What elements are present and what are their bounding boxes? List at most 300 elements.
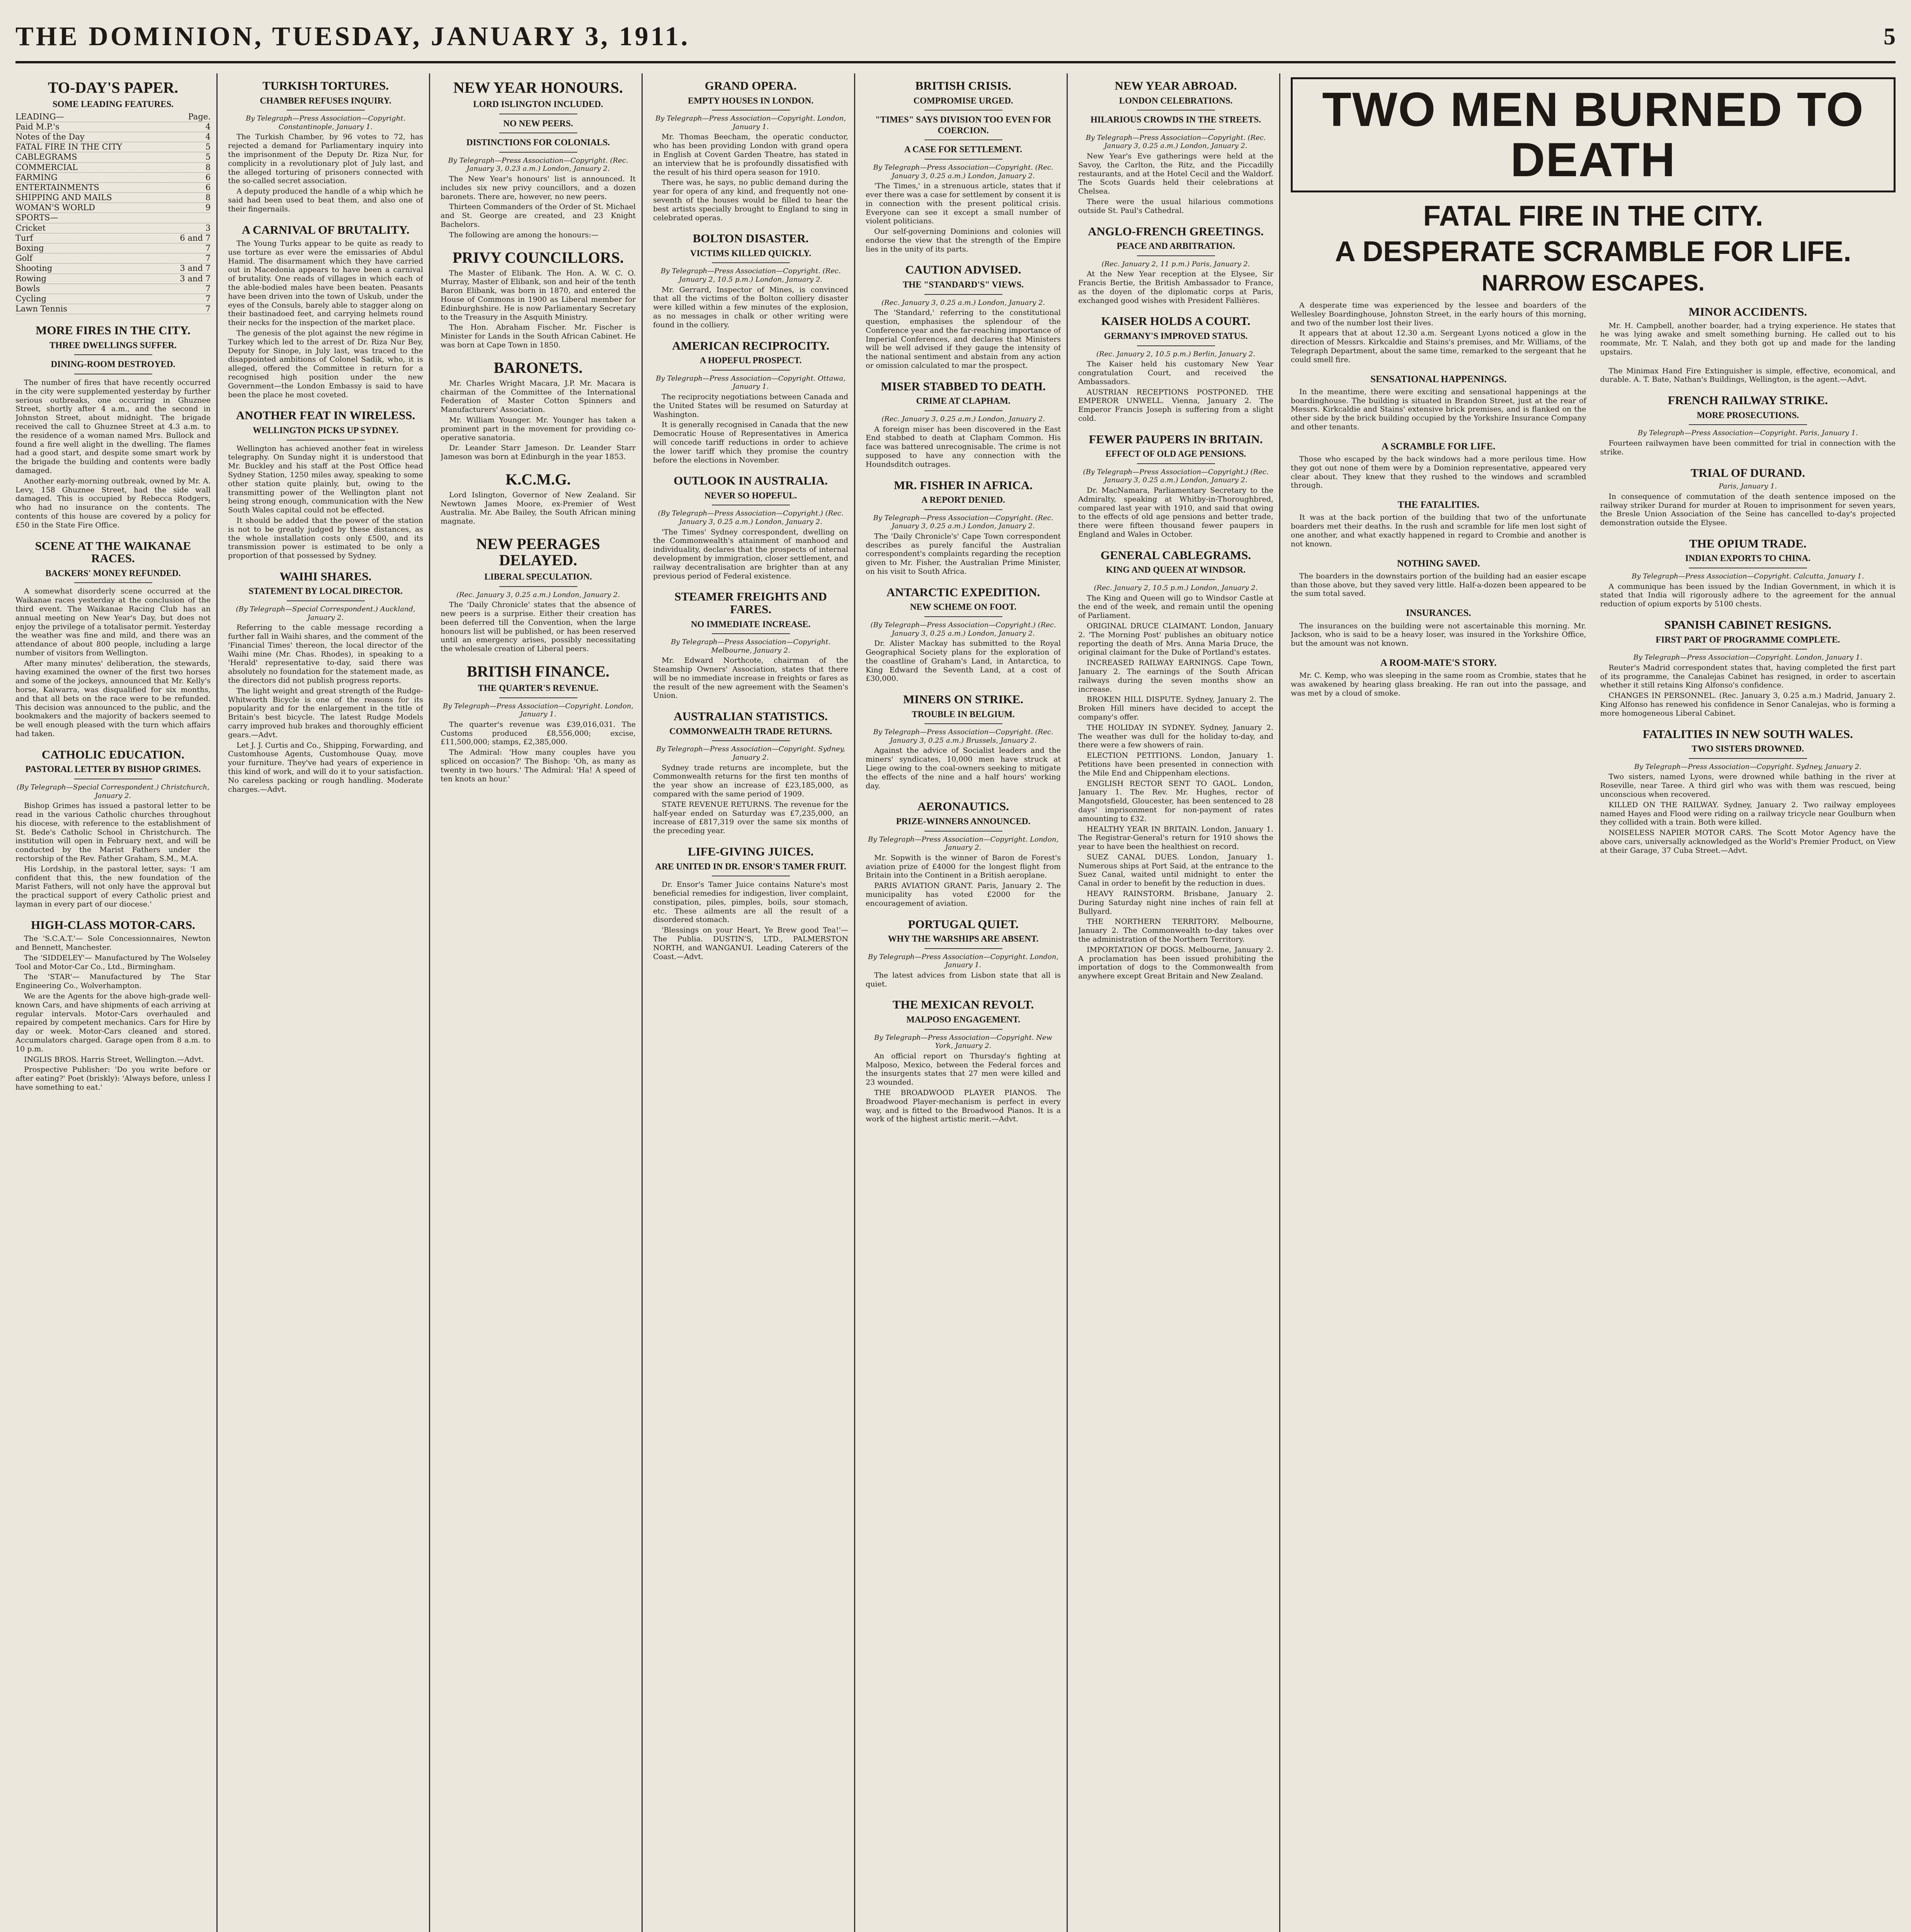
story-paragraph: CHANGES IN PERSONNEL. (Rec. January 3, 0.25 a.m.) Madrid, January 2. King Alfonso has renewed his confidence in Senor Canalejas, who is forming a more homogeneous Liberal Cabinet. xyxy=(1600,691,1896,718)
story-paragraph: The number of fires that have recently occurred in the city were supplemented yesterday by further serious outbreaks, one occurring in Ghuznee Street, shortly after 4 a.m., and the second in Johnston Street, about midnight. The brigade received the call to Ghuznee Street at 4.3 a.m. to the residence of a woman named Mrs. Bullock and found a fire well alight in the dwelling. The flames had a good start, and despite some smart work by the brigade the building and contents were badly damaged. xyxy=(15,378,211,475)
story-separator xyxy=(1137,579,1215,580)
story-headline: LIFE-GIVING JUICES. xyxy=(687,844,814,858)
toc-row xyxy=(15,163,211,173)
toc-row xyxy=(15,294,211,304)
todays-paper-heading: TO-DAY'S PAPER. xyxy=(48,79,179,96)
column-5-stories xyxy=(866,80,1061,1124)
column-5 xyxy=(866,73,1061,1932)
story-headline: NEW PEERAGES DELAYED. xyxy=(476,535,600,569)
toc-row xyxy=(15,193,211,203)
story-paragraph: The latest advices from Lisbon state that all is quiet. xyxy=(866,971,1061,988)
story-paragraph: BROKEN HILL DISPUTE. Sydney, January 2. The Broken Hill miners have decided to accept the company's offer. xyxy=(1078,695,1273,721)
story-headline: A SCRAMBLE FOR LIFE. xyxy=(1382,441,1496,452)
fire-story-columns xyxy=(1291,299,1896,865)
toc-page: 7 xyxy=(205,304,211,314)
story-separator xyxy=(1689,424,1807,425)
toc-label: ENTERTAINMENTS xyxy=(15,182,99,192)
toc-row xyxy=(15,233,211,243)
story-separator xyxy=(712,370,790,371)
story-paragraph: A communique has been issued by the Indian Government, in which it is stated that India will rigorously adhere to the agreement for the annual reduction of opium exports by 5100 chests. xyxy=(1600,582,1896,609)
toc-page: 4 xyxy=(205,122,211,131)
story-paragraph: Dr. Alister Mackay has submitted to the Royal Geographical Society plans for the exploration of the coastline of Graham's Land, in Antarctica, to King Edward the Seventh Land, at a cost of £30,000. xyxy=(866,639,1061,683)
story-subhead: DINING-ROOM DESTROYED. xyxy=(51,359,175,369)
toc-label: Paid M.P.'s xyxy=(15,122,60,131)
story-separator xyxy=(924,723,1002,724)
story-paragraph: Prospective Publisher: 'Do you write before or after eating?' Poet (briskly): 'Always before, unless I have something to eat.' xyxy=(15,1065,211,1092)
story-separator xyxy=(924,139,1002,140)
column-6 xyxy=(1078,73,1273,1932)
story-headline: FATALITIES IN NEW SOUTH WALES. xyxy=(1642,727,1853,741)
story-separator xyxy=(1137,255,1215,256)
toc-label: SHIPPING AND MAILS xyxy=(15,193,112,202)
story-subhead: GERMANY'S IMPROVED STATUS. xyxy=(1104,331,1248,341)
story-dateline: By Telegraph—Press Association—Copyright. London, January 1. xyxy=(655,114,846,131)
toc-page: 9 xyxy=(205,203,211,213)
news-story xyxy=(1291,500,1586,548)
story-dateline: Paris, January 1. xyxy=(1719,482,1777,491)
story-headline: HIGH-CLASS MOTOR-CARS. xyxy=(31,918,195,932)
news-story xyxy=(441,360,636,461)
story-dateline: By Telegraph—Press Association—Copyright. Sydney, January 2. xyxy=(656,745,845,762)
story-headline: MORE FIRES IN THE CITY. xyxy=(36,323,191,337)
toc-row xyxy=(15,203,211,213)
story-subhead: LORD ISLINGTON INCLUDED. xyxy=(473,99,603,109)
story-paragraph: ENGLISH RECTOR SENT TO GAOL. London, January 1. The Rev. Mr. Hughes, rector of Mangotsfield, Gloucester, has been sentenced to 28 days' imprisonment for non-payment of rates amounting to £32. xyxy=(1078,779,1273,823)
news-story xyxy=(653,232,848,329)
toc-label: CABLEGRAMS xyxy=(15,152,77,162)
story-headline: GRAND OPERA. xyxy=(705,79,797,92)
story-headline: THE OPIUM TRADE. xyxy=(1689,536,1807,550)
news-story xyxy=(866,479,1061,576)
fire-story-left xyxy=(1291,299,1586,865)
story-subhead: PEACE AND ARBITRATION. xyxy=(1116,241,1235,251)
story-paragraph: Sydney trade returns are incomplete, but the Commonwealth returns for the first ten months of the year show an increase of £23,185,000, as compared with the same period of 1909. xyxy=(653,763,848,798)
story-separator xyxy=(924,410,1002,411)
story-paragraph: The reciprocity negotiations between Canada and the United States will be resumed on Saturday at Washington. xyxy=(653,392,848,419)
story-subhead: "TIMES" SAYS DIVISION TOO EVEN FOR COERCION. xyxy=(875,115,1052,135)
story-paragraph: ELECTION PETITIONS. London, January 1. Petitions have been presented in connection with the Mile End and Chippenham elections. xyxy=(1078,751,1273,777)
news-story xyxy=(1600,394,1896,456)
story-paragraph: We are the Agents for the above high-grade well-known Cars, and have shipments of each arriving at regular intervals. Motor-Cars overhauled and repaired by competent mechanics. Cars for Hire by day or week. Motor-Cars cleaned and stored. Accumulators charged. Garage open from 8 a.m. to 10 p.m. xyxy=(15,992,211,1053)
story-separator xyxy=(924,1029,1002,1030)
story-paragraph: Two sisters, named Lyons, were drowned while bathing in the river at Roseville, near Taree. A third girl who was with them was rescued, being unconscious when recovered. xyxy=(1600,772,1896,799)
story-headline: SENSATIONAL HAPPENINGS. xyxy=(1370,374,1507,384)
story-dateline: By Telegraph—Press Association—Copyright. (Rec. January 3, 0.25 a.m.) London, January 2. xyxy=(873,163,1053,180)
story-dateline: By Telegraph—Press Association—Copyright. London, January 1. xyxy=(868,952,1059,969)
toc-label: Lawn Tennis xyxy=(15,304,67,314)
story-dateline: By Telegraph—Press Association—Copyright. (Rec. January 3, 0.25 a.m.) London, January 2. xyxy=(873,514,1053,531)
story-subhead: INDIAN EXPORTS TO CHINA. xyxy=(1685,553,1811,563)
story-paragraph: The 'S.C.A.T.'— Sole Concessionnaires, Newton and Bennett, Manchester. xyxy=(15,934,211,952)
story-subhead: COMMONWEALTH TRADE RETURNS. xyxy=(669,726,832,736)
story-paragraph: A somewhat disorderly scene occurred at the Waikanae races yesterday at the conclusion of the third event. The Waikanae Racing Club has an annual meeting on New Year's Day, but does not enjoy the privilege of a totalisator permit. Yesterday the weather was fine and mild, and there was an attendance of about 800 people, including a large number of visitors from Wellington. xyxy=(15,587,211,657)
column-1-stories xyxy=(15,324,211,1092)
toc-label: FARMING xyxy=(15,172,58,182)
story-dateline: (Rec. January 3, 0.25 a.m.) London, January 2. xyxy=(881,298,1045,307)
story-subhead: VICTIMS KILLED QUICKLY. xyxy=(690,248,812,258)
story-headline: CAUTION ADVISED. xyxy=(905,263,1021,277)
story-headline: BRITISH FINANCE. xyxy=(467,663,609,680)
toc-label: Bowls xyxy=(15,284,40,293)
story-paragraph: Fourteen railwaymen have been committed for trial in connection with the strike. xyxy=(1600,439,1896,456)
story-paragraph: INCREASED RAILWAY EARNINGS. Cape Town, January 2. The earnings of the South African railways during the seven months show an increase. xyxy=(1078,658,1273,694)
story-paragraph: The Hon. Abraham Fischer. Mr. Fischer is Minister for Lands in the South African Cabinet. He was born at Cape Town in 1850. xyxy=(441,323,636,349)
story-separator xyxy=(924,509,1002,510)
story-subhead: PASTORAL LETTER BY BISHOP GRIMES. xyxy=(25,764,201,774)
story-dateline: By Telegraph—Press Association—Copyright. (Rec. January 3, 0.23 a.m.) London, January 2. xyxy=(448,156,628,173)
news-story xyxy=(1291,608,1586,648)
story-headline: AUSTRALIAN STATISTICS. xyxy=(674,709,828,723)
toc-page: 3 and 7 xyxy=(180,274,211,283)
story-subhead: CRIME AT CLAPHAM. xyxy=(916,396,1011,406)
story-subhead: NO IMMEDIATE INCREASE. xyxy=(691,619,811,629)
toc-label: Notes of the Day xyxy=(15,132,85,141)
news-story xyxy=(1600,537,1896,609)
story-paragraph: INGLIS BROS. Harris Street, Wellington.—Advt. xyxy=(24,1055,204,1064)
fire-headline: TWO MEN BURNED TO DEATH xyxy=(1291,77,1896,192)
news-story xyxy=(1078,225,1273,305)
story-dateline: (Rec. January 2, 11 p.m.) Paris, January 2. xyxy=(1101,260,1250,268)
toc-page: 5 xyxy=(205,152,211,162)
fire-story-right xyxy=(1600,299,1896,865)
toc-label: FATAL FIRE IN THE CITY xyxy=(15,142,122,152)
story-separator xyxy=(924,110,1002,111)
story-paragraph: In the meantime, there were exciting and sensational happenings at the boardinghouse. The building is situated in Brandon Street, just at the rear of Messrs. Kirkcaldie and Stains' extensive brick premises, and is flanked on the other side by the brick building occupied by the Yorkshire Insurance Company and other tenants. xyxy=(1291,387,1586,431)
column-2-stories xyxy=(228,80,423,794)
story-paragraph: It was at the back portion of the building that two of the unfortunate boarders met their deaths. In the rush and scramble for life men lost sight of one another, and what exactly happened in regard to Crombie and another is not known. xyxy=(1291,513,1586,548)
story-paragraph: His Lordship, in the pastoral letter, says: 'I am confident that this, the new foundation of the Marist Fathers, will not only have the approval but the practical support of every Catholic priest and layman in every part of our diocese.' xyxy=(15,864,211,908)
news-story xyxy=(866,918,1061,989)
column-divider xyxy=(429,73,430,1932)
news-story xyxy=(866,693,1061,790)
story-separator xyxy=(499,697,577,698)
column-7 xyxy=(1291,73,1896,1932)
story-paragraph: Our self-governing Dominions and colonies will endorse the view that the strength of the Empire lies in the unity of its parts. xyxy=(866,227,1061,253)
story-headline: ANOTHER FEAT IN WIRELESS. xyxy=(236,408,415,422)
story-paragraph: Dr. MacNamara, Parliamentary Secretary to the Admiralty, speaking at Whitby-in-Thoroughbred, compared last year with 1910, and said that owing to the effects of old age pensions and better trade, there were fifteen thousand fewer paupers in England and Wales in October. xyxy=(1078,486,1273,539)
story-paragraph: New Year's Eve gatherings were held at the Savoy, the Carlton, the Ritz, and the Piccadilly restaurants, and at the Hotel Cecil and the Waldorf. The Scots Guards held their celebrations at Chelsea. xyxy=(1078,151,1273,196)
story-paragraph: The Minimax Hand Fire Extinguisher is simple, effective, economical, and durable. A. T. Bate, Nathan's Buildings, Wellington, is the agent.—Advt. xyxy=(1600,366,1896,384)
story-paragraph: The 'Daily Chronicle's' Cape Town correspondent describes as purely fanciful the Australian correspondent's complaints regarding the reception given to Mr. Fisher, the Australian Prime Minister, on his visit to South Africa. xyxy=(866,532,1061,576)
story-headline: TURKISH TORTURES. xyxy=(262,79,389,92)
story-headline: AERONAUTICS. xyxy=(917,799,1009,813)
story-paragraph: Mr. H. Campbell, another boarder, had a trying experience. He states that he was lying awake and smelt something burning. He called out to his roommate, Mr. T. Nalah, and they both got up and made for the landing upstairs. xyxy=(1600,321,1896,356)
story-paragraph: THE BROADWOOD PLAYER PIANOS. The Broadwood Player-mechanism is perfect in every way, and is fitted to the Broadwood Pianos. It is a work of the highest artistic merit.—Advt. xyxy=(866,1088,1061,1124)
story-dateline: (By Telegraph—Special Correspondent.) Christchurch, January 2. xyxy=(17,783,209,800)
story-separator xyxy=(712,633,790,634)
toc-row xyxy=(15,223,211,233)
story-headline: WAIHI SHARES. xyxy=(279,569,372,583)
story-separator xyxy=(1137,110,1215,111)
column-4 xyxy=(653,73,848,1932)
story-headline: NOTHING SAVED. xyxy=(1397,558,1480,569)
story-separator xyxy=(1137,345,1215,346)
toc-row xyxy=(15,173,211,183)
toc-page: 7 xyxy=(205,243,211,253)
story-paragraph: Mr. William Younger. Mr. Younger has taken a prominent part in the movement for providing co-operative sanatoria. xyxy=(441,415,636,442)
story-headline: A CARNIVAL OF BRUTALITY. xyxy=(242,223,410,236)
story-headline: FEWER PAUPERS IN BRITAIN. xyxy=(1089,432,1263,446)
story-subhead: DISTINCTIONS FOR COLONIALS. xyxy=(466,138,610,148)
story-paragraph: 'Blessings on your Heart, Ye Brew good Tea!'—The Publia. DUSTIN'S, LTD., PALMERSTON NORTH, and WANGANUI. Leading Caterers of the Coast.—Advt. xyxy=(653,926,848,961)
news-story xyxy=(866,998,1061,1124)
story-paragraph: The boarders in the downstairs portion of the building had an easier escape than those above, but they saved very little. Half-a-dozen been appeared to be the sum total saved. xyxy=(1291,571,1586,598)
news-story xyxy=(866,800,1061,908)
story-headline: PRIVY COUNCILLORS. xyxy=(452,248,624,266)
column-4-stories xyxy=(653,80,848,961)
story-paragraph: STATE REVENUE RETURNS. The revenue for the half-year ended on Saturday was £7,235,000, an increase of £817,319 over the same six months of the preceding year. xyxy=(653,800,848,835)
story-subhead: MALPOSO ENGAGEMENT. xyxy=(906,1015,1020,1025)
news-story xyxy=(441,536,636,653)
masthead-title: THE DOMINION, TUESDAY, JANUARY 3, 1911. xyxy=(15,22,690,51)
column-divider xyxy=(216,73,218,1932)
toc-row xyxy=(15,264,211,274)
story-paragraph: In consequence of commutation of the death sentence imposed on the railway striker Durand for murder at Rouen to imprisonment for seven years, the Bresle Union Association of the Seine has cancelled to-day's projected demonstration outside the Elysee. xyxy=(1600,492,1896,527)
story-dateline: (Rec. January 2, 10.5 p.m.) London, January 2. xyxy=(1094,583,1258,592)
column-6-stories xyxy=(1078,80,1273,981)
story-paragraph: Mr. Edward Northcote, chairman of the Steamship Owners' Association, states that there will be no immediate increase in freights or fares as the result of the new agreement with the Seamen's Union. xyxy=(653,656,848,700)
story-subhead: A HOPEFUL PROSPECT. xyxy=(699,355,802,366)
toc-page: 6 xyxy=(205,172,211,182)
news-story xyxy=(228,409,423,560)
fire-subhead-2: A DESPERATE SCRAMBLE FOR LIFE. xyxy=(1335,235,1851,267)
story-separator xyxy=(499,586,577,587)
fire-subhead-1: FATAL FIRE IN THE CITY. xyxy=(1423,200,1763,232)
story-dateline: By Telegraph—Press Association—Copyright. Melbourne, January 2. xyxy=(670,638,831,655)
toc-page: 5 xyxy=(205,142,211,152)
todays-paper-subhead: SOME LEADING FEATURES. xyxy=(52,99,174,109)
story-headline: NEW YEAR HONOURS. xyxy=(453,79,623,96)
story-paragraph: AUSTRIAN RECEPTIONS POSTPONED. THE EMPEROR UNWELL. Vienna, January 2. The Emperor Francis Joseph is suffering from a slight cold. xyxy=(1078,388,1273,423)
story-paragraph: The Young Turks appear to be quite as ready to use torture as ever were the emissaries of Abdul Hamid. The disarmament which they have carried out in Macedonia appears to have been a carnival of brutality. One reads of villages in which each of the able-bodied males have been beaten. Peasants have been driven into the town of Uskub, under the eyes of the Consuls, barely able to stagger along on their bastinadoed feet, and carrying helmets round their necks for the inspection of the market place. xyxy=(228,239,423,327)
story-headline: PORTUGAL QUIET. xyxy=(908,917,1019,931)
story-paragraph: The Turkish Chamber, by 96 votes to 72, has rejected a demand for Parliamentary inquiry into the imprisonment of the Deputy Dr. Riza Nur, for complicity in a revolutionary plot of July last, and the alleged torturing of prisoners connected with the so-called secret association. xyxy=(228,133,423,185)
story-dateline: (By Telegraph—Press Association—Copyright.) (Rec. January 3, 0.25 a.m.) London, January 2. xyxy=(870,621,1056,638)
news-story xyxy=(1600,619,1896,718)
story-separator xyxy=(1137,463,1215,464)
story-separator xyxy=(924,159,1002,160)
story-headline: BARONETS. xyxy=(493,359,583,376)
story-subhead: EFFECT OF OLD AGE PENSIONS. xyxy=(1105,449,1246,459)
news-story xyxy=(1291,301,1586,364)
story-paragraph: THE HOLIDAY IN SYDNEY. Sydney, January 2. The weather was dull for the holiday to-day, and there were a few showers of rain. xyxy=(1078,723,1273,750)
news-story xyxy=(653,590,848,700)
story-paragraph: There was, he says, no public demand during the year for opera of any kind, and frequently not one-seventh of the houses would be filled to hear the best artists specially brought to England to sing in celebrated operas. xyxy=(653,178,848,222)
story-paragraph: The Master of Elibank. The Hon. A. W. C. O. Murray, Master of Elibank, son and heir of the tenth Baron Elibank, was born in 1870, and entered the House of Commons in 1900 as Liberal member for Edinburghshire. He is now Parliamentary Secretary to the Treasury in the Asquith Ministry. xyxy=(441,269,636,321)
toc-row xyxy=(15,284,211,294)
story-paragraph: The light weight and great strength of the Rudge-Whitworth Bicycle is one of the reasons for its popularity and for the enlargement in the title of Britain's best bicycle. The latest Rudge Models carry improved hub brakes and thoroughly efficient gears.—Advt. xyxy=(228,686,423,739)
toc-page: 3 and 7 xyxy=(180,264,211,273)
story-paragraph: Bishop Grimes has issued a pastoral letter to be read in the various Catholic churches throughout his diocese, with reference to the establishment of St. Bede's Catholic School in Christchurch. The institution will open in February next, and will be conducted by the Marist Fathers under the rectorship of the Rev. Father Graham, S.M., M.A. xyxy=(15,801,211,863)
story-paragraph: Mr. Gerrard, Inspector of Mines, is convinced that all the victims of the Bolton colliery disaster were killed within a few minutes of the explosion, as no messages in chalk or other writing were found in the colliery. xyxy=(653,285,848,329)
story-headline: KAISER HOLDS A COURT. xyxy=(1101,314,1251,328)
story-subhead: TROUBLE IN BELGIUM. xyxy=(912,709,1015,719)
toc-page: 6 and 7 xyxy=(180,233,211,243)
toc-row xyxy=(15,142,211,152)
story-headline: BOLTON DISASTER. xyxy=(693,231,809,245)
toc-row xyxy=(15,132,211,142)
story-headline: SPANISH CABINET RESIGNS. xyxy=(1664,618,1831,632)
story-subhead: TWO SISTERS DROWNED. xyxy=(1691,744,1804,754)
column-1 xyxy=(15,73,211,1932)
news-story xyxy=(441,250,636,350)
column-2 xyxy=(228,73,423,1932)
story-headline: ANTARCTIC EXPEDITION. xyxy=(886,585,1040,599)
story-subhead: ARE UNITED IN DR. ENSOR'S TAMER FRUIT. xyxy=(655,861,846,871)
story-subhead: A CASE FOR SETTLEMENT. xyxy=(904,145,1023,155)
story-paragraph: 'The Times' Sydney correspondent, dwelling on the Commonwealth's attainment of manhood and individuality, declares that the prospects of internal development by immigration, closer settlement, and railway decentralisation are brighter than at any previous period of Federal existence. xyxy=(653,527,848,580)
story-headline: SCENE AT THE WAIKANAE RACES. xyxy=(35,539,191,565)
news-story xyxy=(15,919,211,1092)
story-paragraph: The 'Standard,' referring to the constitutional question, emphasises the splendour of the Conference year and the far-reaching importance of Imperial Conferences, and declares that Ministers will be well advised if they gauge the intensity of the national sentiment and abstain from any action or omission calculated to mar the prospect. xyxy=(866,308,1061,370)
news-story xyxy=(1600,367,1896,384)
masthead-rule xyxy=(15,61,1896,63)
fire-subhead-3: NARROW ESCAPES. xyxy=(1482,270,1705,296)
story-dateline: (Rec. January 2, 10.5 p.m.) Berlin, January 2. xyxy=(1096,350,1256,358)
story-paragraph: The following are among the honours:— xyxy=(449,230,599,239)
toc-page: Page. xyxy=(188,112,211,121)
story-paragraph: Against the advice of Socialist leaders and the miners' syndicates, 10,000 men have struck at Liege owing to the coal-owners seeking to mitigate the effects of the nine and a half hours' working day. xyxy=(866,746,1061,790)
toc-label: LEADING— xyxy=(15,112,64,121)
story-paragraph: The New Year's honours' list is announced. It includes six new privy councillors, and a dozen baronets. There are, however, no new peers. xyxy=(441,174,636,201)
story-paragraph: IMPORTATION OF DOGS. Melbourne, January 2. A proclamation has been issued prohibiting the importation of dogs to the Commonwealth from anywhere except Great Britain and New Zealand. xyxy=(1078,945,1273,981)
story-paragraph: The 'SIDDELEY'— Manufactured by The Wolseley Tool and Motor-Car Co., Ltd., Birmingham. xyxy=(15,953,211,971)
story-dateline: By Telegraph—Press Association—Copyright. Paris, January 1. xyxy=(1637,429,1858,437)
story-subhead: THE QUARTER'S REVENUE. xyxy=(478,683,599,693)
story-separator xyxy=(712,262,790,263)
toc-page: 7 xyxy=(205,294,211,303)
toc-row xyxy=(15,152,211,162)
story-paragraph: Wellington has achieved another feat in wireless telegraphy. On Sunday night it is understood that Mr. Buckley and his staff at the Post Office head Sydney Station, 1250 miles away, speaking to some other station quite plainly, but, owing to the transmitting power of the Wellington plant not being strong enough, communication with the New South Wales capital could not be effected. xyxy=(228,444,423,515)
news-story xyxy=(1600,306,1896,357)
news-story xyxy=(1600,467,1896,527)
story-paragraph: It appears that at about 12.30 a.m. Sergeant Lyons noticed a glow in the direction of Messrs. Kirkcaldie and Stains's premises, and Mr. Williams, of the Telegraph Department, about the same time, remarked to the sergeant that he could smell fire. xyxy=(1291,329,1586,364)
story-separator xyxy=(924,294,1002,295)
story-dateline: By Telegraph—Press Association—Copyright. Sydney, January 2. xyxy=(1634,762,1862,771)
toc-row xyxy=(15,243,211,253)
news-story xyxy=(866,586,1061,683)
toc-page: 4 xyxy=(205,132,211,141)
story-separator xyxy=(712,110,790,111)
story-dateline: (Rec. January 3, 0.25 a.m.) London, January 2. xyxy=(456,590,620,599)
toc-label: WOMAN'S WORLD xyxy=(15,203,95,213)
story-dateline: By Telegraph—Press Association—Copyright. (Rec. January 3, 0.25 a.m.) Brussels, January 2. xyxy=(873,728,1053,745)
story-headline: K.C.M.G. xyxy=(505,470,571,488)
news-story xyxy=(441,471,636,526)
news-story xyxy=(653,474,848,580)
story-separator xyxy=(74,354,152,355)
toc-row xyxy=(15,112,211,122)
story-headline: MINERS ON STRIKE. xyxy=(903,692,1023,706)
news-story xyxy=(1600,728,1896,855)
story-subhead: COMPROMISE URGED. xyxy=(913,95,1013,105)
toc-page: 7 xyxy=(205,253,211,263)
story-paragraph: NOISELESS NAPIER MOTOR CARS. The Scott Motor Agency have the above cars, universally acknowledged as the World's Premier Product, on View at their Garage, 37 Cuba Street.—Advt. xyxy=(1600,828,1896,855)
story-subhead: PRIZE-WINNERS ANNOUNCED. xyxy=(896,816,1031,826)
story-dateline: By Telegraph—Press Association—Copyright. London, January 1. xyxy=(442,702,634,719)
story-paragraph: Dr. Ensor's Tamer Juice contains Nature's most beneficial remedies for indigestion, liver complaint, constipation, piles, pimples, boils, sour stomach, etc. These ailments are all the result of a disordered stomach. xyxy=(653,880,848,924)
story-paragraph: THE NORTHERN TERRITORY. Melbourne, January 2. The Commonwealth to-day takes over the administration of the Northern Territory. xyxy=(1078,917,1273,944)
story-subhead: BACKERS' MONEY REFUNDED. xyxy=(45,568,181,578)
news-story xyxy=(653,710,848,835)
story-subhead: STATEMENT BY LOCAL DIRECTOR. xyxy=(248,586,403,596)
story-paragraph: Let J. J. Curtis and Co., Shipping, Forwarding, and Customhouse Agents, Customhouse Quay, move your furniture. They've had years of experience in this kind of work, and will do it to your satisfaction. No careless packing or rough handling. Moderate charges.—Advt. xyxy=(228,741,423,794)
story-dateline: (By Telegraph—Press Association—Copyright.) (Rec. January 3, 0.25 a.m.) London, January 2. xyxy=(1083,468,1269,485)
news-story xyxy=(653,845,848,961)
news-story xyxy=(1291,658,1586,698)
story-separator xyxy=(1137,129,1215,130)
story-separator xyxy=(499,152,577,153)
story-headline: AMERICAN RECIPROCITY. xyxy=(672,338,830,352)
story-paragraph: The Admiral: 'How many couples have you spliced on occasion?' The Bishop: 'Oh, as many as twenty in two hours.' The Admiral: 'Ha! A speed of ten knots an hour.' xyxy=(441,748,636,783)
story-headline: OUTLOOK IN AUSTRALIA. xyxy=(674,474,828,488)
story-paragraph: It is generally recognised in Canada that the new Democratic House of Representatives in America will concede tariff reductions in order to achieve the lower tariff which they promise the country before the elections in November. xyxy=(653,420,848,464)
story-subhead: KING AND QUEEN AT WINDSOR. xyxy=(1106,565,1246,575)
story-subhead: WELLINGTON PICKS UP SYDNEY. xyxy=(252,425,399,435)
story-separator xyxy=(1689,758,1807,759)
story-subhead: FIRST PART OF PROGRAMME COMPLETE. xyxy=(1656,634,1840,645)
news-story xyxy=(653,340,848,465)
toc-row xyxy=(15,213,211,223)
news-story xyxy=(15,324,211,529)
news-story xyxy=(1291,559,1586,599)
story-subhead: A REPORT DENIED. xyxy=(921,495,1005,505)
toc-label: COMMERCIAL xyxy=(15,162,78,172)
story-paragraph: 'The Times,' in a strenuous article, states that if ever there was a case for settlement by consent it is in connection with the present political crisis. Everyone can see it except a small number of violent politicians. xyxy=(866,182,1061,226)
story-subhead: WHY THE WARSHIPS ARE ABSENT. xyxy=(888,934,1039,944)
story-dateline: (By Telegraph—Special Correspondent.) Auckland, January 2. xyxy=(236,605,415,622)
story-headline: GENERAL CABLEGRAMS. xyxy=(1100,548,1251,562)
story-headline: MISER STABBED TO DEATH. xyxy=(881,379,1046,393)
toc-row xyxy=(15,304,211,314)
news-story xyxy=(653,80,848,222)
toc-label: Cycling xyxy=(15,294,47,303)
column-3 xyxy=(441,73,636,1932)
story-headline: NEW YEAR ABROAD. xyxy=(1115,79,1237,92)
story-paragraph: The Kaiser held his customary New Year congratulation Court, and received the Ambassadors. xyxy=(1078,360,1273,386)
story-dateline: (By Telegraph—Press Association—Copyright.) (Rec. January 3, 0.25 a.m.) London, January 2. xyxy=(658,509,844,526)
story-paragraph: Another early-morning outbreak, owned by Mr. A. Levy, 158 Ghuznee Street, had the side wall damaged. This is occupied by Rebecca Rodgers, who had no insurance on the contents. The contents of this house are covered by a policy for £50 in the State Fire Office. xyxy=(15,476,211,529)
story-headline: THE FATALITIES. xyxy=(1397,500,1479,510)
toc-label: Turf xyxy=(15,233,33,243)
story-paragraph: Dr. Leander Starr Jameson. Dr. Leander Starr Jameson was born at Edinburgh in the year 1853. xyxy=(441,444,636,461)
todays-paper-box xyxy=(15,80,211,314)
news-story xyxy=(1078,80,1273,215)
story-paragraph: After many minutes' deliberation, the stewards, having examined the owner of the first two horses and some of the jockeys, announced that Mr. Kelly's horse, Kaiwarra, was disqualified for six months, and that all bets on the race were to be refunded. This decision was announced to the public, and the bookmakers and the majority of backers seemed to be well enough pleased with the turn which affairs had taken. xyxy=(15,659,211,738)
story-paragraph: Lord Islington, Governor of New Zealand. Sir Newtown James Moore, ex-Premier of West Australia. Mr. Abe Bailey, the South African mining magnate. xyxy=(441,490,636,526)
story-headline: A ROOM-MATE'S STORY. xyxy=(1380,657,1497,668)
story-dateline: (Rec. January 3, 0.25 a.m.) London, January 2. xyxy=(881,415,1045,423)
story-paragraph: HEALTHY YEAR IN BRITAIN. London, January 1. The Registrar-General's return for 1910 shows the year to have been the healthiest on record. xyxy=(1078,825,1273,851)
toc-label: Golf xyxy=(15,253,32,263)
story-paragraph: SUEZ CANAL DUES. London, January 1. Numerous ships at Port Said, at the entrance to the Suez Canal, waited until midnight to enter the Canal in order to benefit by the reduction in dues. xyxy=(1078,852,1273,888)
toc-label: Boxing xyxy=(15,243,44,253)
story-separator xyxy=(924,948,1002,949)
news-story xyxy=(1291,374,1586,432)
toc-row xyxy=(15,253,211,264)
story-paragraph: A deputy produced the handle of a whip which he said had been used to beat them, and also one of their fingernails. xyxy=(228,187,423,213)
news-story xyxy=(866,80,1061,253)
toc-page: 8 xyxy=(205,193,211,202)
story-subhead: LONDON CELEBRATIONS. xyxy=(1119,95,1233,105)
news-story xyxy=(228,224,423,400)
news-story xyxy=(866,264,1061,370)
story-paragraph: Mr. Sopwith is the winner of Baron de Forest's aviation prize of £4000 for the longest flight from Britain into the Continent in a British aeroplane. xyxy=(866,853,1061,880)
story-dateline: By Telegraph—Press Association—Copyright. Calcutta, January 1. xyxy=(1632,572,1864,581)
story-paragraph: A desperate time was experienced by the lessee and boarders of the Wellesley Boardinghouse, Johnston Street, in the early hours of this morning, and two of the number lost their lives. xyxy=(1291,301,1586,327)
story-paragraph: Those who escaped by the back windows had a more perilous time. How they got out none of them were by a Dominion representative, appeared very clear about. They knew that they rushed to the windows and scrambled through. xyxy=(1291,455,1586,490)
news-story xyxy=(15,540,211,738)
